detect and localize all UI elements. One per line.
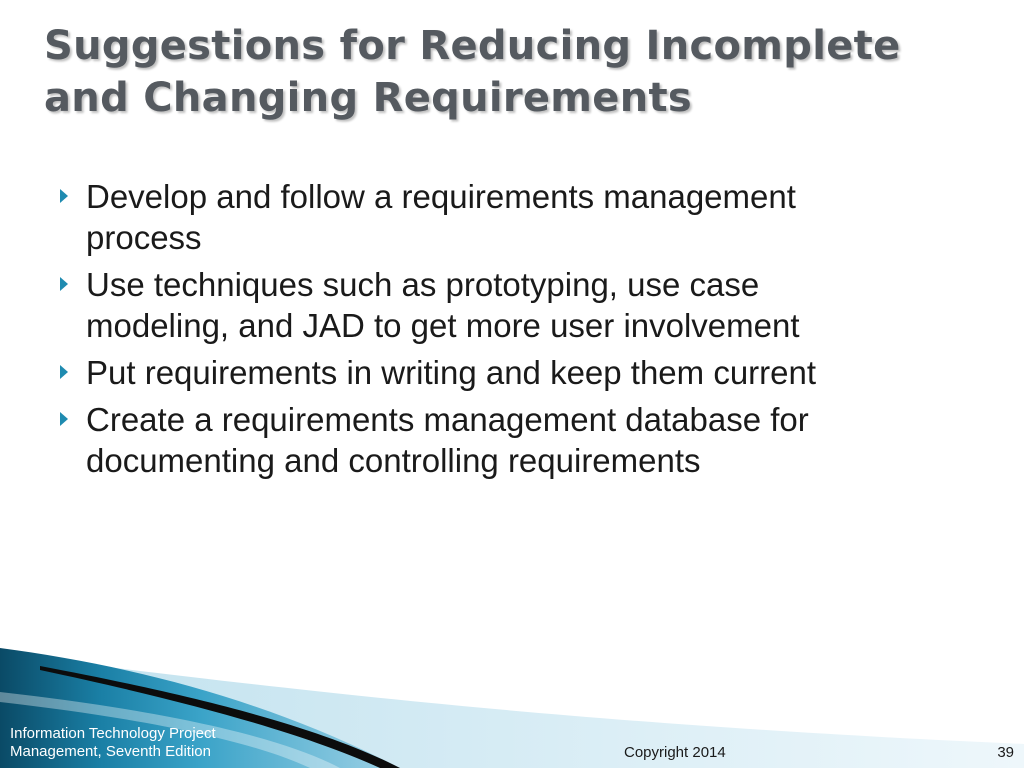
- bullet-list: [60, 176, 960, 487]
- triangle-bullet-icon: [60, 412, 68, 426]
- footer-source-line-1: Information Technology Project: [10, 725, 216, 742]
- bullet-item-3-line-1: Put requirements in writing and keep them current: [86, 354, 817, 391]
- footer-source: [10, 725, 270, 761]
- bullet-item-4: [60, 399, 960, 481]
- bullet-item-1-line-1: Develop and follow a requirements management: [86, 178, 796, 215]
- bullet-item-2-line-1: Use techniques such as prototyping, use case: [86, 266, 760, 303]
- bullet-item-4-line-1: Create a requirements management database for: [86, 401, 809, 438]
- slide-title-line-2: and Changing Requirements: [44, 75, 693, 121]
- triangle-bullet-icon: [60, 277, 68, 291]
- bullet-item-2: [60, 264, 960, 346]
- footer-source-line-2: Management, Seventh Edition: [10, 743, 211, 760]
- bullet-item-4-line-2: documenting and controlling requirements: [86, 442, 701, 479]
- bullet-item-2-line-2: modeling, and JAD to get more user involvement: [86, 307, 800, 344]
- bullet-item-1-line-2: process: [86, 219, 202, 256]
- slide-title: [44, 20, 1004, 124]
- triangle-bullet-icon: [60, 189, 68, 203]
- slide-title-line-1: Suggestions for Reducing Incomplete: [44, 23, 901, 69]
- bullet-item-3: [60, 352, 960, 393]
- footer-copyright: Copyright 2014: [624, 744, 726, 761]
- triangle-bullet-icon: [60, 365, 68, 379]
- page-number: 39: [997, 744, 1014, 761]
- bullet-item-1: [60, 176, 960, 258]
